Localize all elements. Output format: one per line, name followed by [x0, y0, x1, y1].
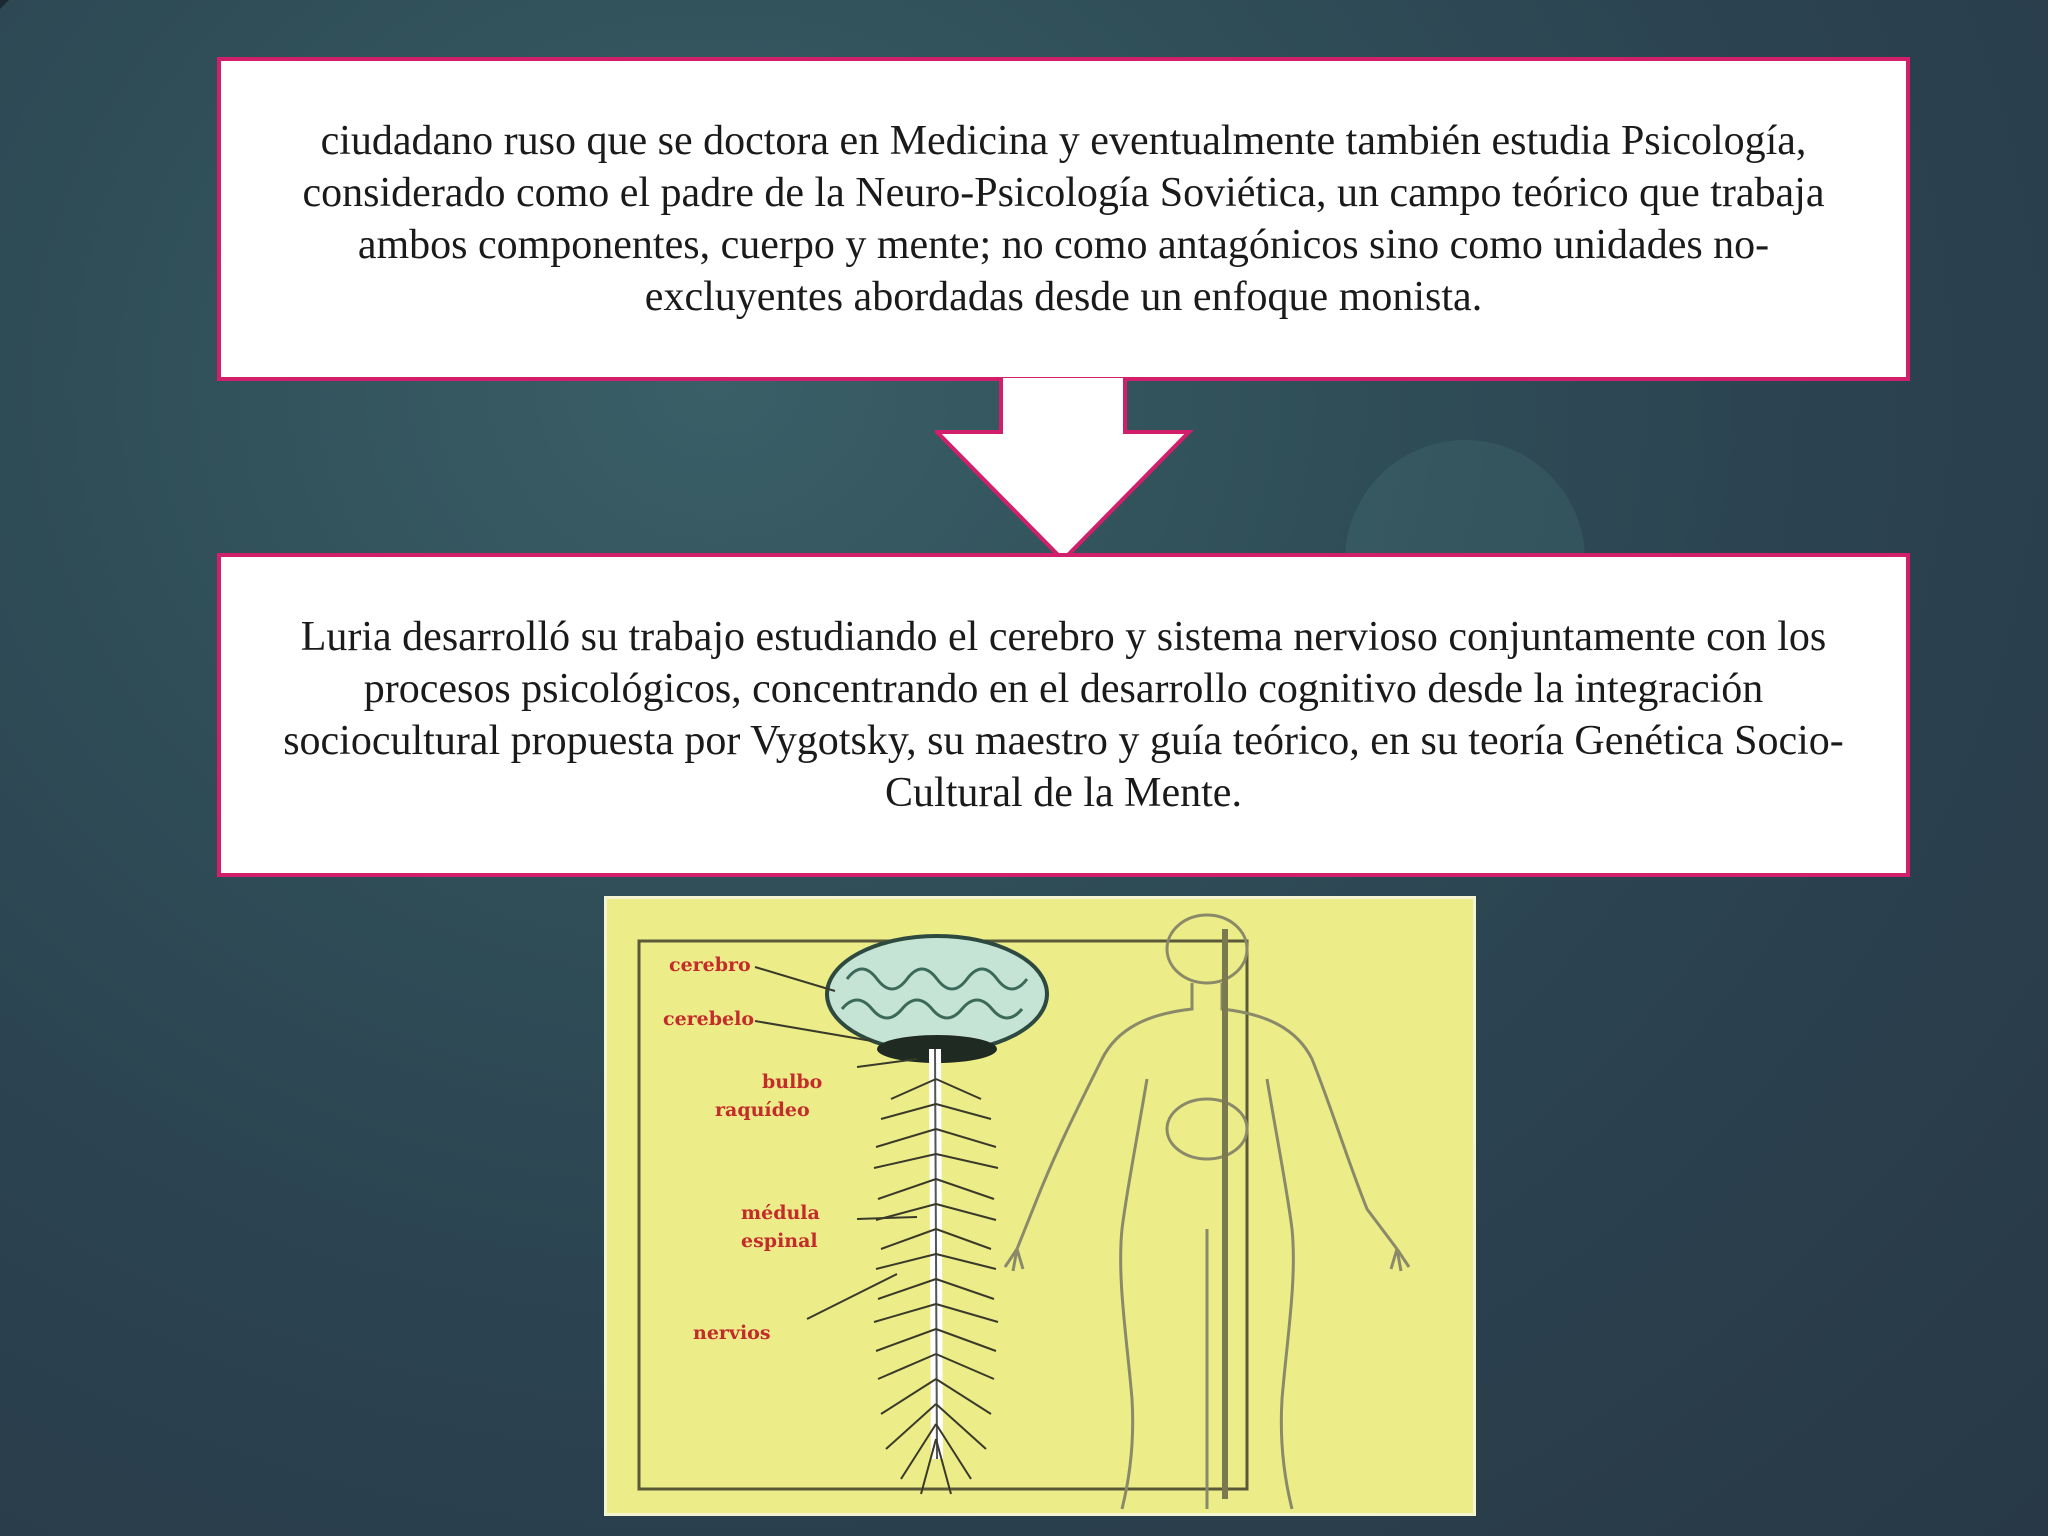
top-text-box	[217, 57, 1910, 381]
corner-decoration	[0, 0, 9, 9]
label-espinal: espinal	[741, 1230, 818, 1252]
label-cerebelo: cerebelo	[663, 1008, 755, 1030]
label-medula: médula	[741, 1202, 820, 1224]
brain-drawing	[827, 936, 1047, 1063]
label-bulbo: bulbo	[762, 1071, 823, 1093]
label-cerebro: cerebro	[669, 954, 751, 976]
human-body-outline	[1005, 915, 1409, 1509]
top-box-text: ciudadano ruso que se doctora en Medicina y eventualmente también estudia Psicología, considerado como el padre de la Neuro-Psicología Soviética, un campo teórico que trabaja ambos componentes, cuerpo y mente; no como antagónicos sino como unidades no-excluyentes abordadas desde un enfoque monista.	[302, 118, 1825, 320]
label-nervios: nervios	[693, 1322, 771, 1344]
bottom-text-box	[217, 553, 1910, 877]
down-arrow-connector	[935, 378, 1195, 563]
nervous-system-illustration	[604, 896, 1476, 1516]
nervous-system-drawing	[607, 899, 1473, 1513]
bottom-box-text: Luria desarrolló su trabajo estudiando el cerebro y sistema nervioso conjuntamente con los procesos psicológicos, concentrando en el desarrollo cognitivo desde la integración sociocultural propuesta por Vygotsky, su maestro y guía teórico, en su teoría Genética Socio-Cultural de la Mente.	[283, 614, 1844, 816]
label-raquideo: raquídeo	[715, 1099, 810, 1121]
